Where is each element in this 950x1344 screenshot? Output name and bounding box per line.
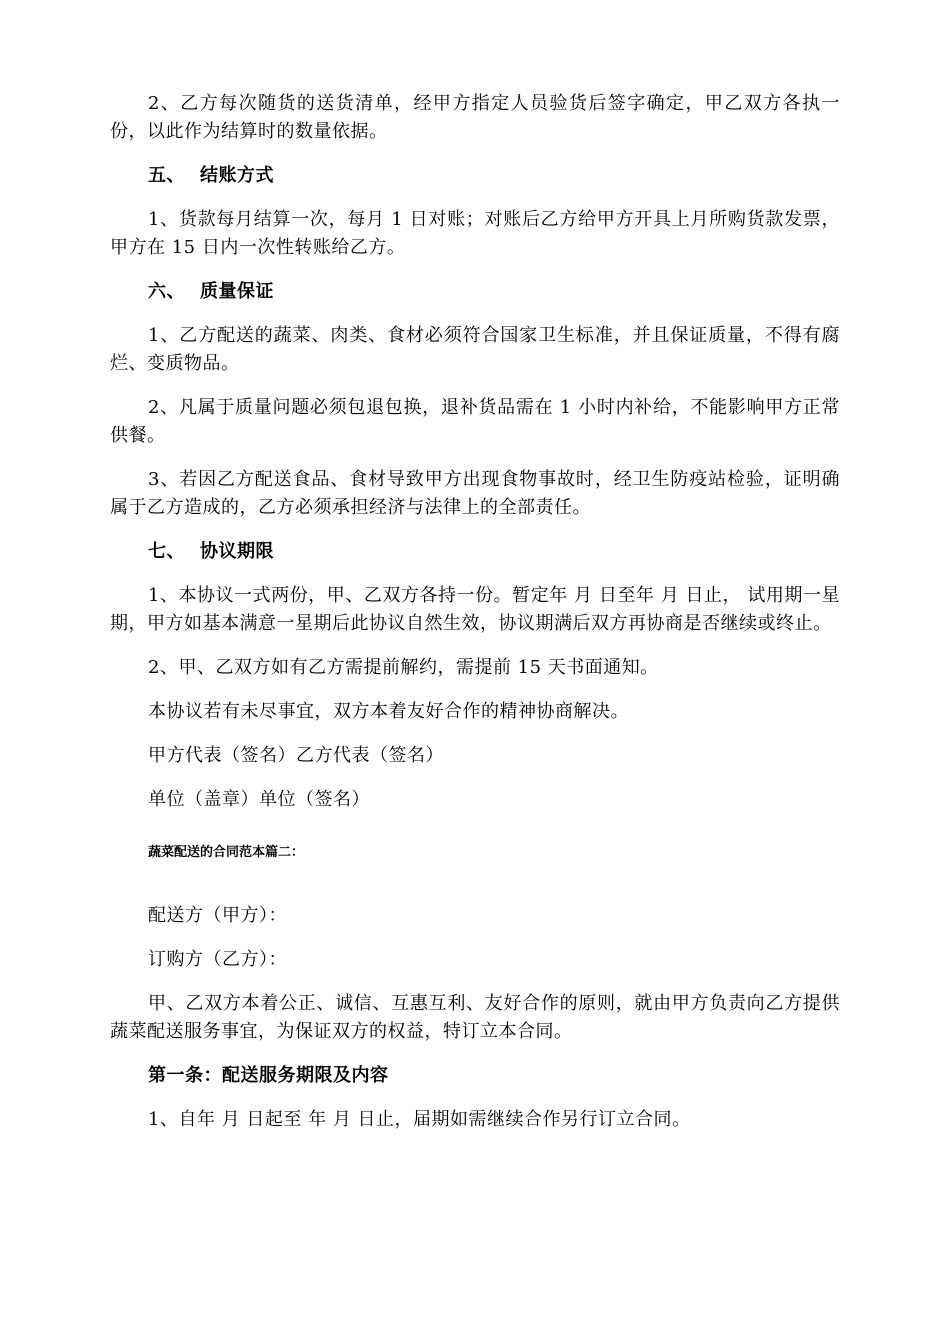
article-heading-1: 第一条：配送服务期限及内容 (148, 1065, 389, 1086)
section-heading-settlement (148, 162, 840, 190)
section-number: 五、 (148, 165, 185, 186)
document-page (110, 90, 840, 1150)
paragraph-term-1: 1、本协议一式两份，甲、乙双方各持一份。暂定年 月 日至年 月 日止， 试用期一星期，甲方如基本满意一星期后此协议自然生效，协议期满后双方再协商是否继续或终止。 (110, 585, 840, 634)
paragraph-quality-1: 1、乙方配送的蔬菜、肉类、食材必须符合国家卫生标准，并且保证质量，不得有腐烂、变质物品。 (110, 325, 840, 374)
section-title: 质量保证 (200, 281, 274, 302)
party-a-line: 配送方（甲方）： (148, 905, 287, 926)
paragraph-term-2: 2、甲、乙双方如有乙方需提前解约，需提前 15 天书面通知。 (148, 657, 659, 678)
paragraph-article-1: 1、自年 月 日起至 年 月 日止，届期如需继续合作另行订立合同。 (148, 1109, 691, 1130)
paragraph-quality-2: 2、凡属于质量问题必须包退包换，退补货品需在 1 小时内补给，不能影响甲方正常供餐。 (110, 397, 840, 446)
paragraph-preamble: 甲、乙双方本着公正、诚信、互惠互利、友好合作的原则，就由甲方负责向乙方提供蔬菜配送服务事宜，为保证双方的权益，特订立本合同。 (110, 993, 840, 1042)
section-title: 结账方式 (200, 165, 274, 186)
section-heading-term (148, 538, 840, 566)
signature-line-representatives: 甲方代表（签名）乙方代表（签名） (148, 745, 444, 766)
template-subtitle: 蔬菜配送的合同范本篇二： (148, 845, 305, 860)
paragraph-unresolved: 本协议若有未尽事宜，双方本着友好合作的精神协商解决。 (148, 701, 629, 722)
signature-line-units: 单位（盖章）单位（签名） (148, 789, 370, 810)
section-number: 七、 (148, 541, 185, 562)
paragraph-payment: 1、货款每月结算一次，每月 1 日对账；对账后乙方给甲方开具上月所购货款发票，甲方在 15 日内一次性转账给乙方。 (110, 209, 840, 258)
paragraph-quality-3: 3、若因乙方配送食品、食材导致甲方出现食物事故时，经卫生防疫站检验，证明确属于乙方造成的，乙方必须承担经济与法律上的全部责任。 (110, 469, 840, 518)
section-number: 六、 (148, 281, 185, 302)
paragraph-delivery-list: 2、乙方每次随货的送货清单，经甲方指定人员验货后签字确定，甲乙双方各执一份，以此作为结算时的数量依据。 (110, 93, 840, 142)
section-title: 协议期限 (200, 541, 274, 562)
party-b-line: 订购方（乙方）： (148, 949, 287, 970)
section-heading-quality (148, 278, 840, 306)
